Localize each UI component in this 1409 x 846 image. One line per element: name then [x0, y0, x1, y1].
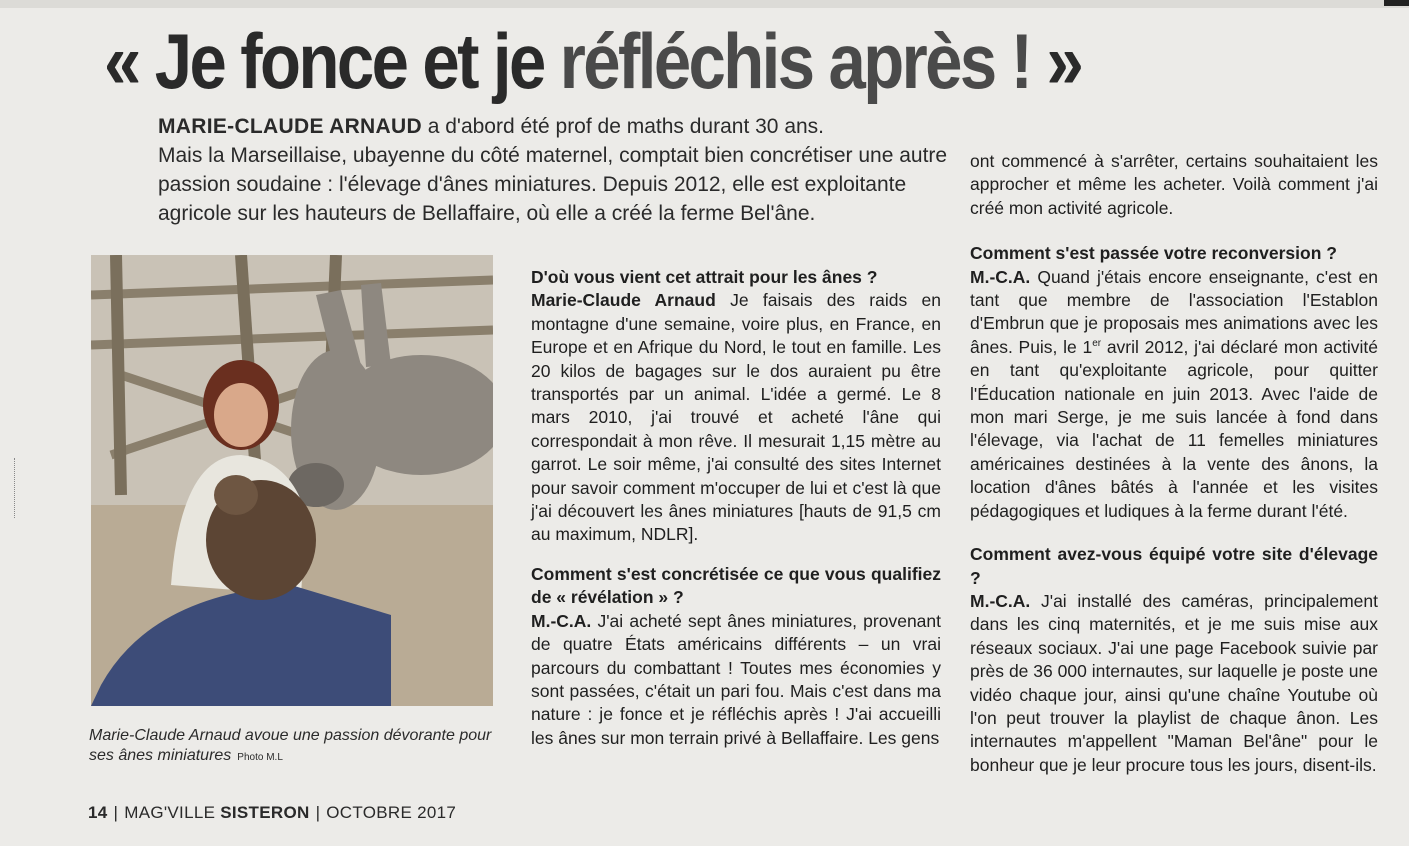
lead-name: MARIE-CLAUDE ARNAUD — [158, 115, 422, 138]
answer-4-speaker: M.-C.A. — [970, 590, 1031, 611]
article-photo — [91, 255, 493, 706]
lead-body: Mais la Marseillaise, ubayenne du côté maternel, comptait bien concrétiser une autre passion soudaine : l'élevage d'ânes miniatures. Depuis 2012, elle est exploitante agricole sur les hauteurs de Bellaffaire, où elle a créé la ferme Bel'âne. — [158, 144, 948, 225]
answer-3-sup: er — [1092, 338, 1102, 350]
article-lead — [158, 112, 948, 228]
binding-marks — [0, 458, 15, 518]
top-right-rule — [1384, 0, 1409, 6]
answer-3 — [970, 266, 1378, 523]
answer-2-text: J'ai acheté sept ânes miniatures, provenant de quatre États américains différents – un vrai parcours du combattant ! Toutes mes économies y sont passées, c'était un pari fou. Mais c'est dans ma nature : je fonce et je réfléchis après ! J'ai accueilli les ânes sur mon terrain privé à Bellaffaire. Les gens — [531, 610, 941, 748]
answer-1 — [531, 289, 941, 546]
continued-text: ont commencé à s'arrêter, certains souhaitaient les approcher et même les acheter. Voilà comment j'ai créé mon activité agricole. — [970, 151, 1378, 218]
paragraph-gap — [531, 547, 941, 563]
lead-line1: a d'abord été prof de maths durant 30 ans. — [421, 115, 825, 138]
paragraph-gap — [970, 523, 1378, 543]
page-number: 14 — [88, 803, 108, 822]
city-name: SISTERON — [220, 803, 310, 822]
answer-4 — [970, 590, 1378, 777]
question-2: Comment s'est concrétisée ce que vous qualifiez de « révélation » ? — [531, 563, 941, 608]
question-4: Comment avez-vous équipé votre site d'élevage ? — [970, 544, 1378, 588]
headline-close: » — [1030, 17, 1082, 105]
column-middle — [531, 266, 941, 750]
answer-3-text-a: Quand j'étais encore enseignante, c'est en tant que membre de l'association l'Establon d'Embrun que je proposais mes animations avec les ânes. Puis, le 1 — [970, 266, 1378, 357]
answer-1-text: Je faisais des raids en montagne d'une semaine, voire plus, en France, en Europe et en Afrique du Nord, le tout en famille. Les 20 kilos de bagages sur le dos auraient pu être transportés par un animal. L'idée a germé. Le 8 mars 2010, j'ai trouvé et acheté l'âne qui correspondait à mon rêve. Il mesurait 1,15 mètre au garrot. Le soir même, j'ai consulté des sites Internet pour savoir comment m'occuper de lui et c'est là que j'ai découvert les ânes miniatures [hauts de 91,5 cm au maximum, NDLR]. — [531, 290, 941, 545]
issue-date: OCTOBRE 2017 — [326, 803, 457, 822]
donkey-photo-illustration — [91, 255, 493, 706]
answer-2-speaker: M.-C.A. — [531, 610, 592, 631]
paragraph-gap — [970, 220, 1378, 242]
photo-credit: Photo M.L — [237, 752, 283, 763]
article-headline — [104, 6, 1127, 116]
page-footer: 14 | MAG'VILLE SISTERON | OCTOBRE 2017 — [88, 803, 457, 822]
question-1: D'où vous vient cet attrait pour les ânes ? — [531, 267, 878, 287]
answer-3-text-b: avril 2012, j'ai déclaré mon activité en tant qu'exploitante agricole, pour quitter l'Éducation nationale en juin 2013. Avec l'aide de mon mari Serge, je me suis lancée à fond dans l'élevage, via l'achat de 11 femelles miniatures américaines destinées à la vente des ânons, la location d'ânes bâtés à l'année et les visites pédagogiques et ludiques à la ferme durant l'été. — [970, 336, 1378, 521]
magazine-name: MAG'VILLE — [124, 803, 216, 822]
answer-4-text: J'ai installé des caméras, principalement dans les cinq maternités, et je me suis mise aux réseaux sociaux. J'ai une page Facebook suivie par près de 36 000 internautes, sur laquelle je poste une vidéo chaque jour, ainsi qu'une chaîne Youtube où l'on peut trouver la playlist de chaque ânon. Les internautes m'appellent "Maman Bel'âne" pour le bonheur que je leur procure tous les jours, disent-ils. — [970, 590, 1378, 775]
question-3: Comment s'est passée votre reconversion ? — [970, 243, 1337, 264]
headline-accent: réfléchis après ! — [559, 17, 1031, 105]
photo-caption — [89, 726, 509, 768]
answer-3-speaker: M.-C.A. — [970, 266, 1031, 287]
answer-1-speaker: Marie-Claude Arnaud — [531, 290, 716, 311]
column-right — [970, 150, 1378, 777]
caption-text: Marie-Claude Arnaud avoue une passion dévorante pour ses ânes miniatures — [89, 727, 492, 764]
answer-2 — [531, 610, 941, 750]
headline-open: « Je fonce et je — [104, 17, 560, 105]
